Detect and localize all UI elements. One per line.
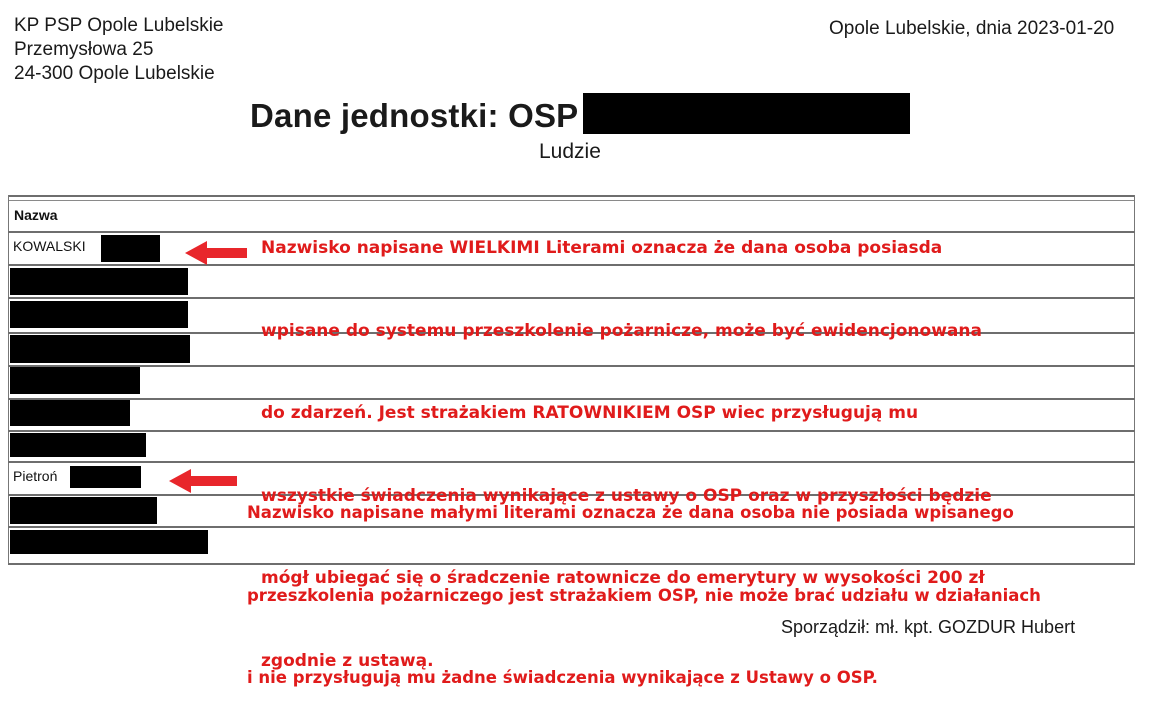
redaction-firstname xyxy=(70,466,141,488)
annotation-upper-line: zgodnie z ustawą. xyxy=(261,650,434,671)
sender-address xyxy=(14,14,224,86)
redaction-row xyxy=(10,497,157,524)
redaction-row xyxy=(10,335,190,363)
address-line-3: 24-300 Opole Lubelskie xyxy=(14,63,215,84)
redaction-row xyxy=(10,530,208,554)
redaction-row xyxy=(10,268,188,295)
arrow-left-icon xyxy=(183,238,249,268)
table-border-right xyxy=(1134,195,1135,565)
address-line-1: KP PSP Opole Lubelskie xyxy=(14,15,224,36)
annotation-upper-line: do zdarzeń. Jest strażakiem RATOWNIKIEM OSP wiec przysługują mu xyxy=(261,403,919,423)
table-border-left xyxy=(8,195,9,565)
page-title: Dane jednostki: OSP xyxy=(250,97,579,134)
redaction-row xyxy=(10,367,140,394)
redaction-unit-name xyxy=(583,93,910,134)
page-subtitle: Ludzie xyxy=(539,140,601,163)
document-date: Opole Lubelskie, dnia 2023-01-20 xyxy=(829,18,1115,39)
annotation-upper-line: Nazwisko napisane WIELKIMI Literami oznacza że dana osoba posiasda xyxy=(261,238,943,258)
annotation-upper-line: mógł ubiegać się o śradczenie ratownicze do emerytury w wysokości 200 zł xyxy=(261,568,985,588)
annotation-lower-line: i nie przysługują mu żadne świadczenia wynikające z Ustawy o OSP. xyxy=(247,668,878,687)
prepared-by: Sporządził: mł. kpt. GOZDUR Hubert xyxy=(781,617,1076,637)
redaction-row xyxy=(10,301,188,328)
redaction-row xyxy=(10,433,146,457)
annotation-upper-line: wszystkie świadczenia wynikające z ustawy o OSP oraz w przyszłości będzie xyxy=(261,485,992,506)
redaction-row xyxy=(10,400,130,426)
annotation-upper-line: wpisane do systemu przeszkolenie pożarnicze, może być ewidencjonowana xyxy=(261,320,982,341)
table-row-name: KOWALSKI xyxy=(13,238,86,254)
annotation-lower xyxy=(247,444,1041,719)
annotation-lower-line: przeszkolenia pożarniczego jest strażakiem OSP, nie może brać udziału w działaniach xyxy=(247,585,1041,605)
address-line-2: Przemysłowa 25 xyxy=(14,39,154,60)
arrow-left-icon xyxy=(167,466,239,496)
annotation-lower-line: Nazwisko napisane małymi literami oznacza że dana osoba nie posiada wpisanego xyxy=(247,503,1014,522)
table-row-name: Pietroń xyxy=(13,468,58,484)
redaction-firstname xyxy=(101,235,160,262)
column-header-nazwa: Nazwa xyxy=(14,207,58,223)
